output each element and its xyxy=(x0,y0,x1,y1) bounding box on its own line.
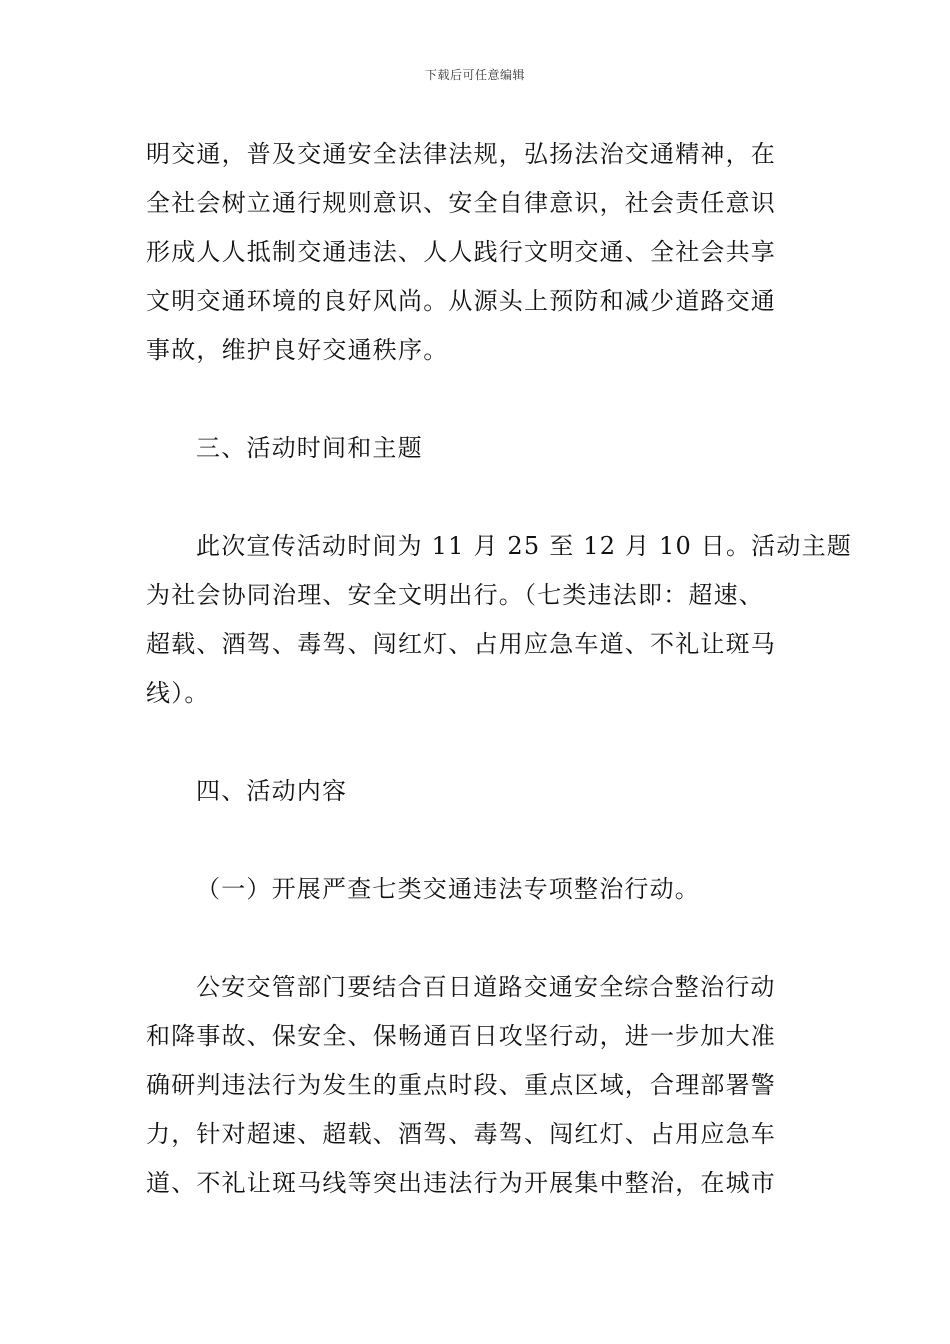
section-heading-4: 四、活动内容 xyxy=(196,777,348,805)
paragraph-1 xyxy=(146,130,810,375)
paragraph-line: 此次宣传活动时间为 11 月 25 至 12 月 10 日。活动主题 xyxy=(196,532,852,560)
paragraph-3 xyxy=(146,963,810,1208)
paragraph-line: 确研判违法行为发生的重点时段、重点区域，合理部署警 xyxy=(146,1071,776,1099)
paragraph-line: 全社会树立通行规则意识、安全自律意识，社会责任意识 xyxy=(146,189,776,217)
subsection-heading-1: （一）开展严查七类交通违法专项整治行动。 xyxy=(196,875,700,903)
spacer xyxy=(146,718,810,767)
paragraph-line: 力，针对超速、超载、酒驾、毒驾、闯红灯、占用应急车 xyxy=(146,1120,776,1148)
paragraph-line: 文明交通环境的良好风尚。从源头上预防和减少道路交通 xyxy=(146,287,776,315)
paragraph-line: 超载、酒驾、毒驾、闯红灯、占用应急车道、不礼让斑马 xyxy=(146,630,776,658)
paragraph-line: 线）。 xyxy=(146,679,210,707)
spacer xyxy=(146,375,810,424)
section-heading-3: 三、活动时间和主题 xyxy=(196,434,423,462)
document-body xyxy=(146,130,852,1208)
spacer xyxy=(146,914,810,963)
paragraph-line: 和降事故、保安全、保畅通百日攻坚行动，进一步加大准 xyxy=(146,1022,776,1050)
paragraph-line: 道、不礼让斑马线等突出违法行为开展集中整治，在城市 xyxy=(146,1169,776,1197)
paragraph-line: 形成人人抵制交通违法、人人践行文明交通、全社会共享 xyxy=(146,238,776,266)
spacer xyxy=(146,473,810,522)
paragraph-line: 事故，维护良好交通秩序。 xyxy=(146,336,449,364)
page-header-note: 下载后可任意编辑 xyxy=(424,68,525,82)
paragraph-line: 明交通，普及交通安全法律法规，弘扬法治交通精神，在 xyxy=(146,140,776,168)
paragraph-line: 公安交管部门要结合百日道路交通安全综合整治行动 xyxy=(196,973,776,1001)
spacer xyxy=(146,816,810,865)
paragraph-line: 为社会协同治理、安全文明出行。（七类违法即：超速、 xyxy=(146,581,764,609)
paragraph-2 xyxy=(146,522,852,718)
